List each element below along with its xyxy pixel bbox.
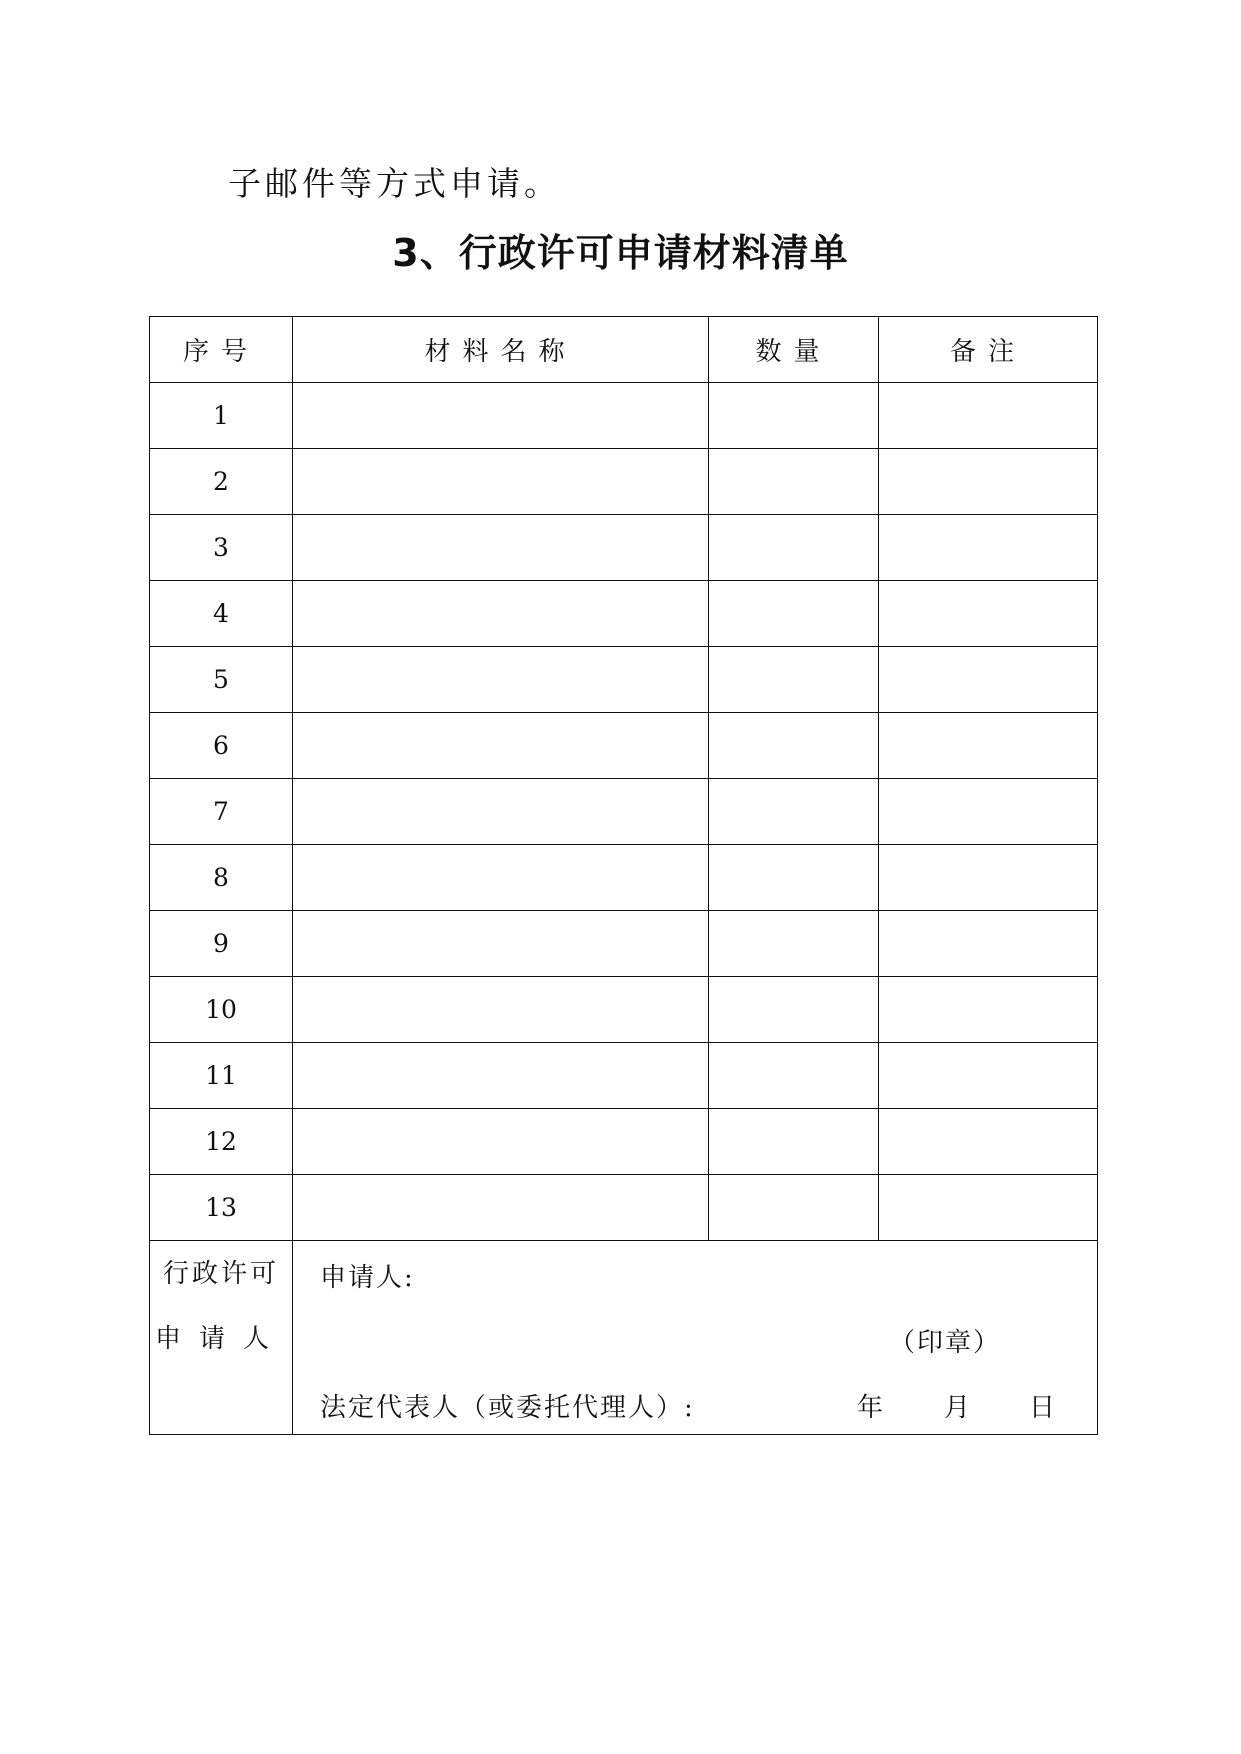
- table-row: [150, 1109, 1098, 1175]
- row-index: 10: [150, 977, 293, 1043]
- table-row: [150, 647, 1098, 713]
- table-row: [150, 977, 1098, 1043]
- header-quantity: 数量: [709, 317, 879, 383]
- applicant-label-cell: [150, 1241, 293, 1435]
- row-index: 4: [150, 581, 293, 647]
- table-row: [150, 581, 1098, 647]
- material-name-cell: [293, 1043, 709, 1109]
- row-index: 7: [150, 779, 293, 845]
- material-name-cell: [293, 515, 709, 581]
- row-index: 5: [150, 647, 293, 713]
- applicant-label-line2: 申请人: [154, 1324, 287, 1354]
- applicant-row: [150, 1241, 1098, 1435]
- row-index: 9: [150, 911, 293, 977]
- remarks-cell: [879, 977, 1098, 1043]
- material-name-cell: [293, 977, 709, 1043]
- day-label: 日: [1029, 1393, 1058, 1423]
- quantity-cell: [709, 779, 879, 845]
- material-name-cell: [293, 1109, 709, 1175]
- table-row: [150, 713, 1098, 779]
- quantity-cell: [709, 449, 879, 515]
- remarks-cell: [879, 713, 1098, 779]
- table-row: [150, 911, 1098, 977]
- quantity-cell: [709, 845, 879, 911]
- remarks-cell: [879, 911, 1098, 977]
- remarks-cell: [879, 647, 1098, 713]
- material-name-cell: [293, 713, 709, 779]
- header-material-name: 材料名称: [293, 317, 709, 383]
- month-label: 月: [944, 1393, 973, 1423]
- quantity-cell: [709, 1043, 879, 1109]
- table-row: [150, 1043, 1098, 1109]
- quantity-cell: [709, 383, 879, 449]
- section-title: 3、行政许可申请材料清单: [392, 231, 849, 275]
- seal-text: （印章）: [889, 1328, 1002, 1358]
- material-name-cell: [293, 845, 709, 911]
- remarks-cell: [879, 383, 1098, 449]
- quantity-cell: [709, 713, 879, 779]
- quantity-cell: [709, 581, 879, 647]
- applicant-body-cell: [293, 1241, 1098, 1435]
- table-row: [150, 515, 1098, 581]
- table-row: [150, 383, 1098, 449]
- material-name-cell: [293, 383, 709, 449]
- remarks-cell: [879, 779, 1098, 845]
- material-name-cell: [293, 779, 709, 845]
- material-name-cell: [293, 911, 709, 977]
- row-index: 13: [150, 1175, 293, 1241]
- material-name-cell: [293, 449, 709, 515]
- remarks-cell: [879, 845, 1098, 911]
- year-label: 年: [857, 1393, 886, 1423]
- intro-text: 子邮件等方式申请。: [228, 164, 561, 203]
- quantity-cell: [709, 911, 879, 977]
- header-remarks: 备注: [879, 317, 1098, 383]
- table-body: [150, 383, 1098, 1241]
- remarks-cell: [879, 515, 1098, 581]
- materials-table: [149, 316, 1098, 1435]
- table-row: [150, 845, 1098, 911]
- quantity-cell: [709, 1109, 879, 1175]
- legal-rep-label: 法定代表人（或委托代理人）:: [320, 1393, 695, 1423]
- row-index: 2: [150, 449, 293, 515]
- table-row: [150, 1175, 1098, 1241]
- applicant-label-line1: 行政许可: [162, 1259, 279, 1289]
- row-index: 8: [150, 845, 293, 911]
- quantity-cell: [709, 647, 879, 713]
- row-index: 6: [150, 713, 293, 779]
- remarks-cell: [879, 1175, 1098, 1241]
- quantity-cell: [709, 515, 879, 581]
- material-name-cell: [293, 581, 709, 647]
- table-row: [150, 449, 1098, 515]
- remarks-cell: [879, 1109, 1098, 1175]
- remarks-cell: [879, 1043, 1098, 1109]
- applicant-field-label: 申请人:: [320, 1263, 415, 1293]
- quantity-cell: [709, 977, 879, 1043]
- remarks-cell: [879, 449, 1098, 515]
- row-index: 11: [150, 1043, 293, 1109]
- row-index: 1: [150, 383, 293, 449]
- quantity-cell: [709, 1175, 879, 1241]
- remarks-cell: [879, 581, 1098, 647]
- table-row: [150, 779, 1098, 845]
- header-index: 序号: [150, 317, 293, 383]
- row-index: 3: [150, 515, 293, 581]
- material-name-cell: [293, 1175, 709, 1241]
- row-index: 12: [150, 1109, 293, 1175]
- material-name-cell: [293, 647, 709, 713]
- table-header-row: [150, 317, 1098, 383]
